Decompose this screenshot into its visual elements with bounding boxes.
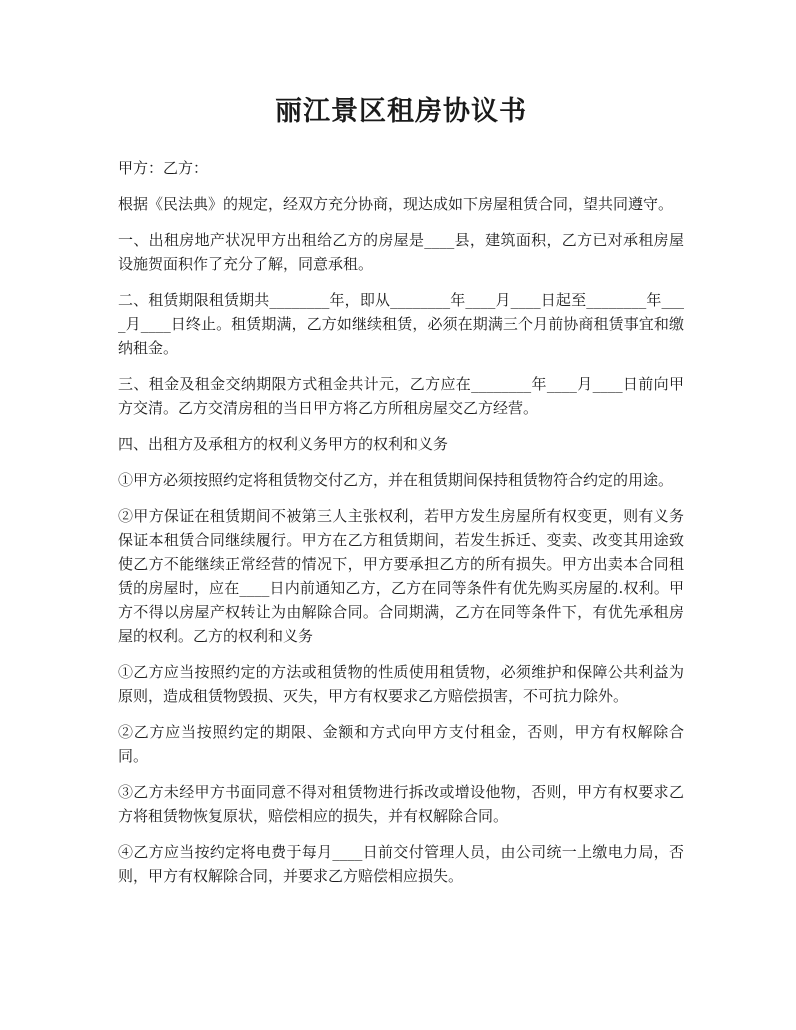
clause-2-term: 二、租赁期限租赁期共________年，即从________年____月____日起至________年____月____日终止。租赁期满，乙方如继续租赁，必须在期满三个月前协商租赁事宜和缴纳租金。: [118, 291, 684, 357]
party-b-duty-1: ①乙方应当按照约定的方法或租赁物的性质使用租赁物，必须维护和保障公共利益为原则，造成租赁物毁损、灭失，甲方有权要求乙方赔偿损害，不可抗力除外。: [118, 663, 684, 705]
clause-3-rent: 三、租金及租金交纳期限方式租金共计元，乙方应在________年____月____日前向甲方交清。乙方交清房租的当日甲方将乙方所租房屋交乙方经营。: [118, 375, 684, 417]
party-b-duty-2: ②乙方应当按照约定的期限、金额和方式向甲方支付租金，否则，甲方有权解除合同。: [118, 723, 684, 765]
document-title: 丽江景区租房协议书: [275, 96, 527, 127]
clause-1-property: 一、出租房地产状况甲方出租给乙方的房屋是____县，建筑面积，乙方已对承租房屋设施贺面积作了充分了解，同意承租。: [118, 231, 684, 273]
preamble-paragraph: 根据《民法典》的规定，经双方充分协商，现达成如下房屋租赁合同，望共同遵守。: [118, 195, 674, 213]
clause-4-heading: 四、出租方及承租方的权利义务甲方的权利和义务: [118, 435, 449, 453]
party-b-duty-4: ④乙方应当按约定将电费于每月____日前交付管理人员，由公司统一上缴电力局，否则，甲方有权解除合同，并要求乙方赔偿相应损失。: [118, 843, 684, 885]
party-line: 甲方：乙方：: [118, 159, 209, 177]
document-page: [118, 92, 684, 900]
party-a-duty-1: ①甲方必须按照约定将租赁物交付乙方，并在租赁期间保持租赁物符合约定的用途。: [118, 471, 674, 489]
party-b-duty-3: ③乙方未经甲方书面同意不得对租赁物进行拆改或增设他物，否则，甲方有权要求乙方将租赁物恢复原状，赔偿相应的损失，并有权解除合同。: [118, 783, 684, 825]
party-a-duty-2: ②甲方保证在租赁期间不被第三人主张权利，若甲方发生房屋所有权变更，则有义务保证本租赁合同继续履行。甲方在乙方租赁期间，若发生拆迁、变卖、改变其用途致使乙方不能继续正常经营的情况下，甲方要承担乙方的所有损失。甲方出卖本合同租赁的房屋时，应在____日内前通知乙方，乙方在同等条件有优先购买房屋的.权利。甲方不得以房屋产权转让为由解除合同。合同期满，乙方在同等条件下，有优先承租房屋的权利。乙方的权利和义务: [118, 507, 684, 645]
